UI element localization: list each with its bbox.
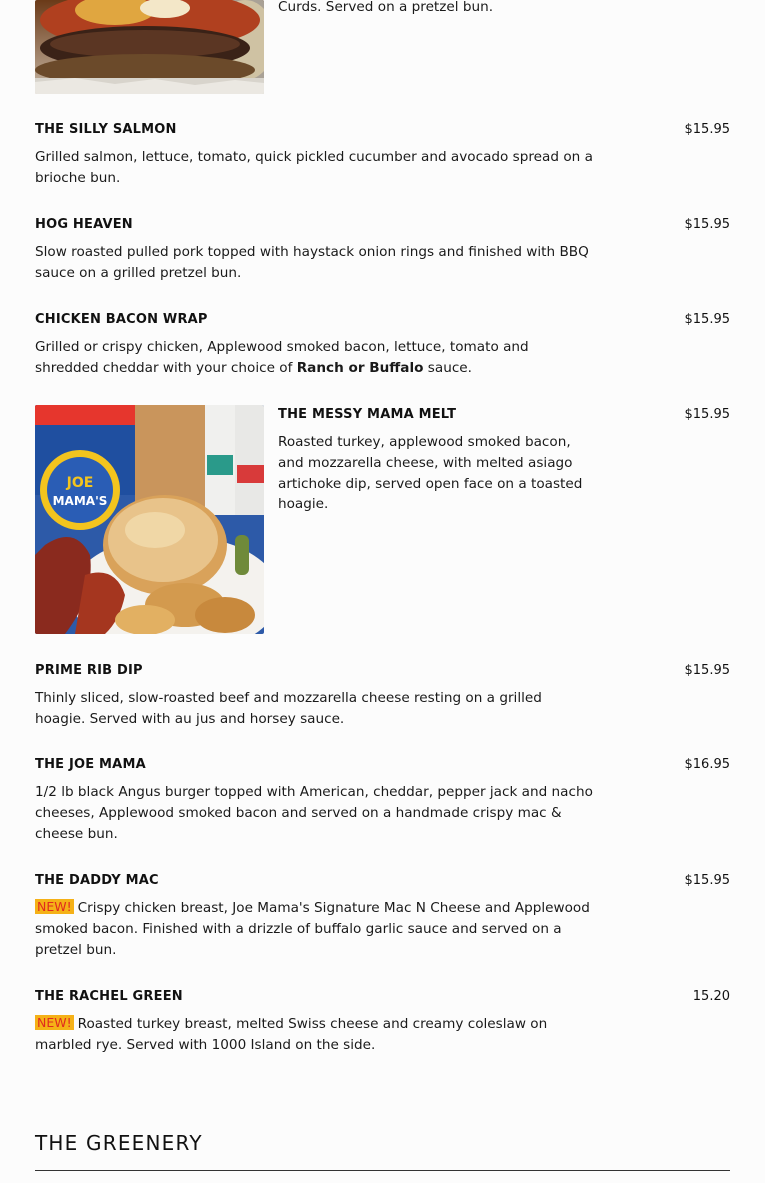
- item-name: CHICKEN BACON WRAP: [35, 312, 208, 327]
- item-name: THE MESSY MAMA MELT: [278, 407, 457, 422]
- item-desc-text: Roasted turkey breast, melted Swiss cheese and creamy coleslaw on marbled rye. Served with 1000 Island on the side.: [35, 1016, 548, 1053]
- item-desc-text: Crispy chicken breast, Joe Mama's Signature Mac N Cheese and Applewood smoked bacon. Finished with a drizzle of buffalo garlic sauce and served on a pretzel bun.: [35, 900, 590, 958]
- item-name: THE JOE MAMA: [35, 757, 146, 772]
- item-price: $16.95: [684, 757, 730, 772]
- section-divider: [35, 1170, 730, 1171]
- sauce-choice-highlight: Ranch or Buffalo: [296, 359, 424, 376]
- top-item-desc-tail: Curds. Served on a pretzel bun.: [278, 0, 494, 15]
- item-desc-text: sauce.: [423, 359, 472, 376]
- burger-photo: [35, 0, 264, 94]
- item-desc: Grilled salmon, lettuce, tomato, quick pickled cucumber and avocado spread on a brioche bun.: [35, 149, 593, 186]
- item-desc: Thinly sliced, slow-roasted beef and mozzarella cheese resting on a grilled hoagie. Served with au jus and horsey sauce.: [35, 690, 542, 727]
- item-desc: 1/2 lb black Angus burger topped with American, cheddar, pepper jack and nacho cheeses, Applewood smoked bacon and served on a handmade crispy mac & cheese bun.: [35, 784, 593, 842]
- item-desc: [35, 337, 595, 379]
- messy-mama-melt-photo: [35, 405, 264, 634]
- melt-box-text-1: JOE: [66, 475, 94, 491]
- new-badge: NEW!: [37, 1015, 72, 1030]
- item-name: THE RACHEL GREEN: [35, 989, 183, 1004]
- item-price: 15.20: [692, 989, 730, 1004]
- melt-box-text-2: MAMA'S: [52, 494, 108, 508]
- item-desc: Slow roasted pulled pork topped with haystack onion rings and finished with BBQ sauce on a grilled pretzel bun.: [35, 244, 589, 281]
- item-desc: [35, 1014, 595, 1056]
- section-title: THE GREENERY: [35, 1131, 203, 1155]
- item-price: $15.95: [684, 407, 730, 422]
- item-name: PRIME RIB DIP: [35, 663, 143, 678]
- item-desc-text: Grilled or crispy chicken, Applewood smoked bacon, lettuce, tomato and shredded cheddar with your choice of: [35, 339, 529, 376]
- item-price: $15.95: [684, 312, 730, 327]
- item-name: THE DADDY MAC: [35, 873, 159, 888]
- item-desc: Roasted turkey, applewood smoked bacon, and mozzarella cheese, with melted asiago artichoke dip, served open face on a toasted hoagie.: [278, 434, 583, 513]
- item-price: $15.95: [684, 217, 730, 232]
- item-price: $15.95: [684, 873, 730, 888]
- item-name: THE SILLY SALMON: [35, 122, 177, 137]
- item-price: $15.95: [684, 663, 730, 678]
- item-name: HOG HEAVEN: [35, 217, 133, 232]
- item-price: $15.95: [684, 122, 730, 137]
- new-badge: NEW!: [37, 899, 72, 914]
- item-desc: [35, 898, 595, 960]
